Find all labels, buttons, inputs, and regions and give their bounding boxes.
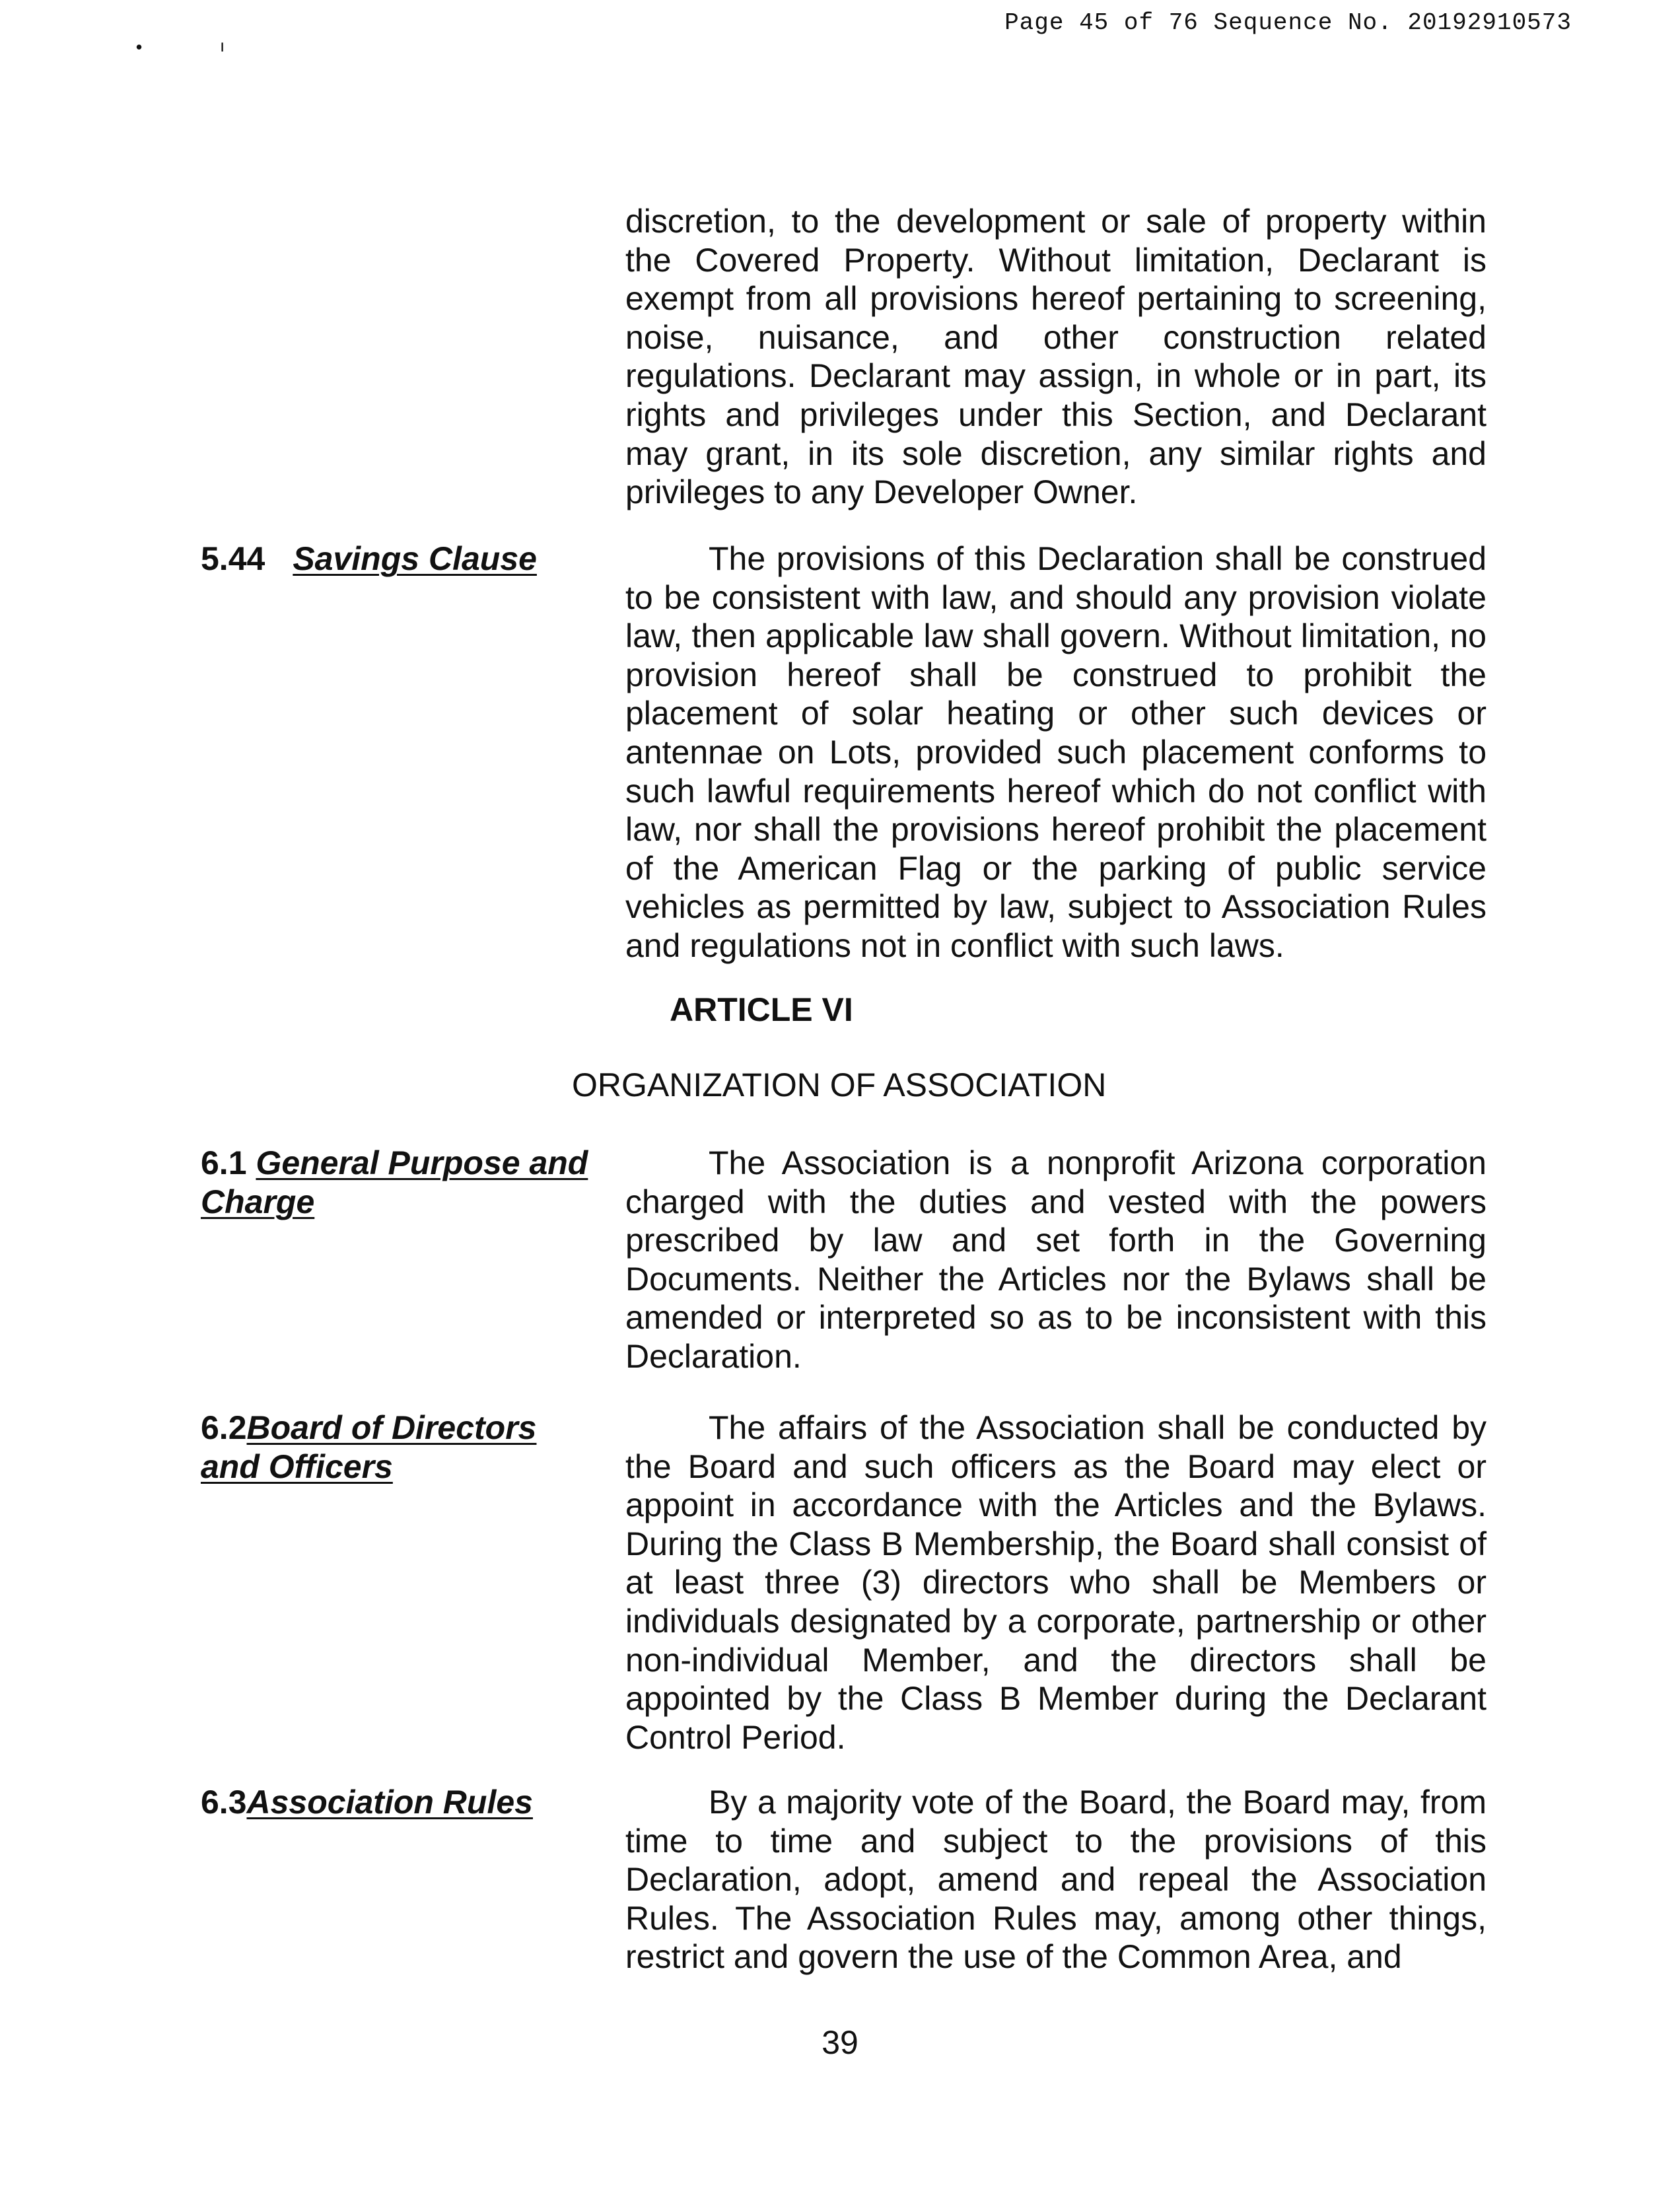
section-heading-6-3 (201, 1783, 597, 1822)
section-number: 6.1 (201, 1144, 247, 1181)
section-body-6-3: By a majority vote of the Board, the Board may, from time to time and subject to the provisions of this Declaration, adopt, amend and repeal the Association Rules. The Association Rules may, among other things, restrict and govern the use of the Common Area, and (625, 1784, 1487, 1976)
scan-mark-left: • (136, 37, 143, 57)
continuation-paragraph: discretion, to the development or sale of property within the Covered Property. Without limitation, Declarant is exempt from all provisions hereof pertaining to screening, noise, nuisance, and other construction related regulations. Declarant may assign, in whole or in part, its rights and privileges under this Section, and Declarant may grant, in its sole discretion, any similar rights and privileges to any Developer Owner. (625, 203, 1487, 511)
section-heading-5-44 (201, 540, 597, 578)
section-title: General Purpose and Charge (201, 1144, 588, 1220)
section-number: 5.44 (201, 540, 265, 577)
section-body-6-2: The affairs of the Association shall be conducted by the Board and such officers as the Board may elect or appoint in accordance with the Articles and the Bylaws. During the Class B Membership, the Board shall consist of at least three (3) directors who shall be Members or individuals designated by a corporate, partnership or other non-individual Member, and the directors shall be appointed by the Class B Member during the Declarant Control Period. (625, 1409, 1487, 1756)
section-title: Association Rules (246, 1784, 533, 1821)
section-heading-6-2 (201, 1409, 557, 1486)
section-number: 6.3 (201, 1784, 247, 1821)
section-number: 6.2 (201, 1409, 247, 1446)
section-body-5-44: The provisions of this Declaration shall be construed to be consistent with law, and should any provision violate law, then applicable law shall govern. Without limitation, no provision hereof shall be construed to prohibit the placement of solar heating or other such devices or antennae on Lots, provided such placement conforms to such lawful requirements hereof which do not conflict with law, nor shall the provisions hereof prohibit the placement of the American Flag or the parking of public service vehicles as permitted by law, subject to Association Rules and regulations not in conflict with such laws. (625, 540, 1487, 964)
section-title: Savings Clause (293, 540, 537, 577)
article-subtitle: ORGANIZATION OF ASSOCIATION (572, 1066, 1107, 1103)
section-heading-6-1 (201, 1144, 597, 1221)
section-title: Board of Directors and Officers (201, 1409, 537, 1485)
page-number: 39 (822, 2024, 858, 2061)
section-body-6-1: The Association is a nonprofit Arizona corporation charged with the duties and vested with the powers prescribed by law and set forth in the Governing Documents. Neither the Articles nor the Bylaws shall be amended or interpreted so as to be inconsistent with this Declaration. (625, 1144, 1487, 1375)
page-header: Page 45 of 76 Sequence No. 20192910573 (1004, 9, 1572, 36)
scan-mark-right: ı (220, 36, 225, 55)
article-title: ARTICLE VI (670, 991, 853, 1028)
